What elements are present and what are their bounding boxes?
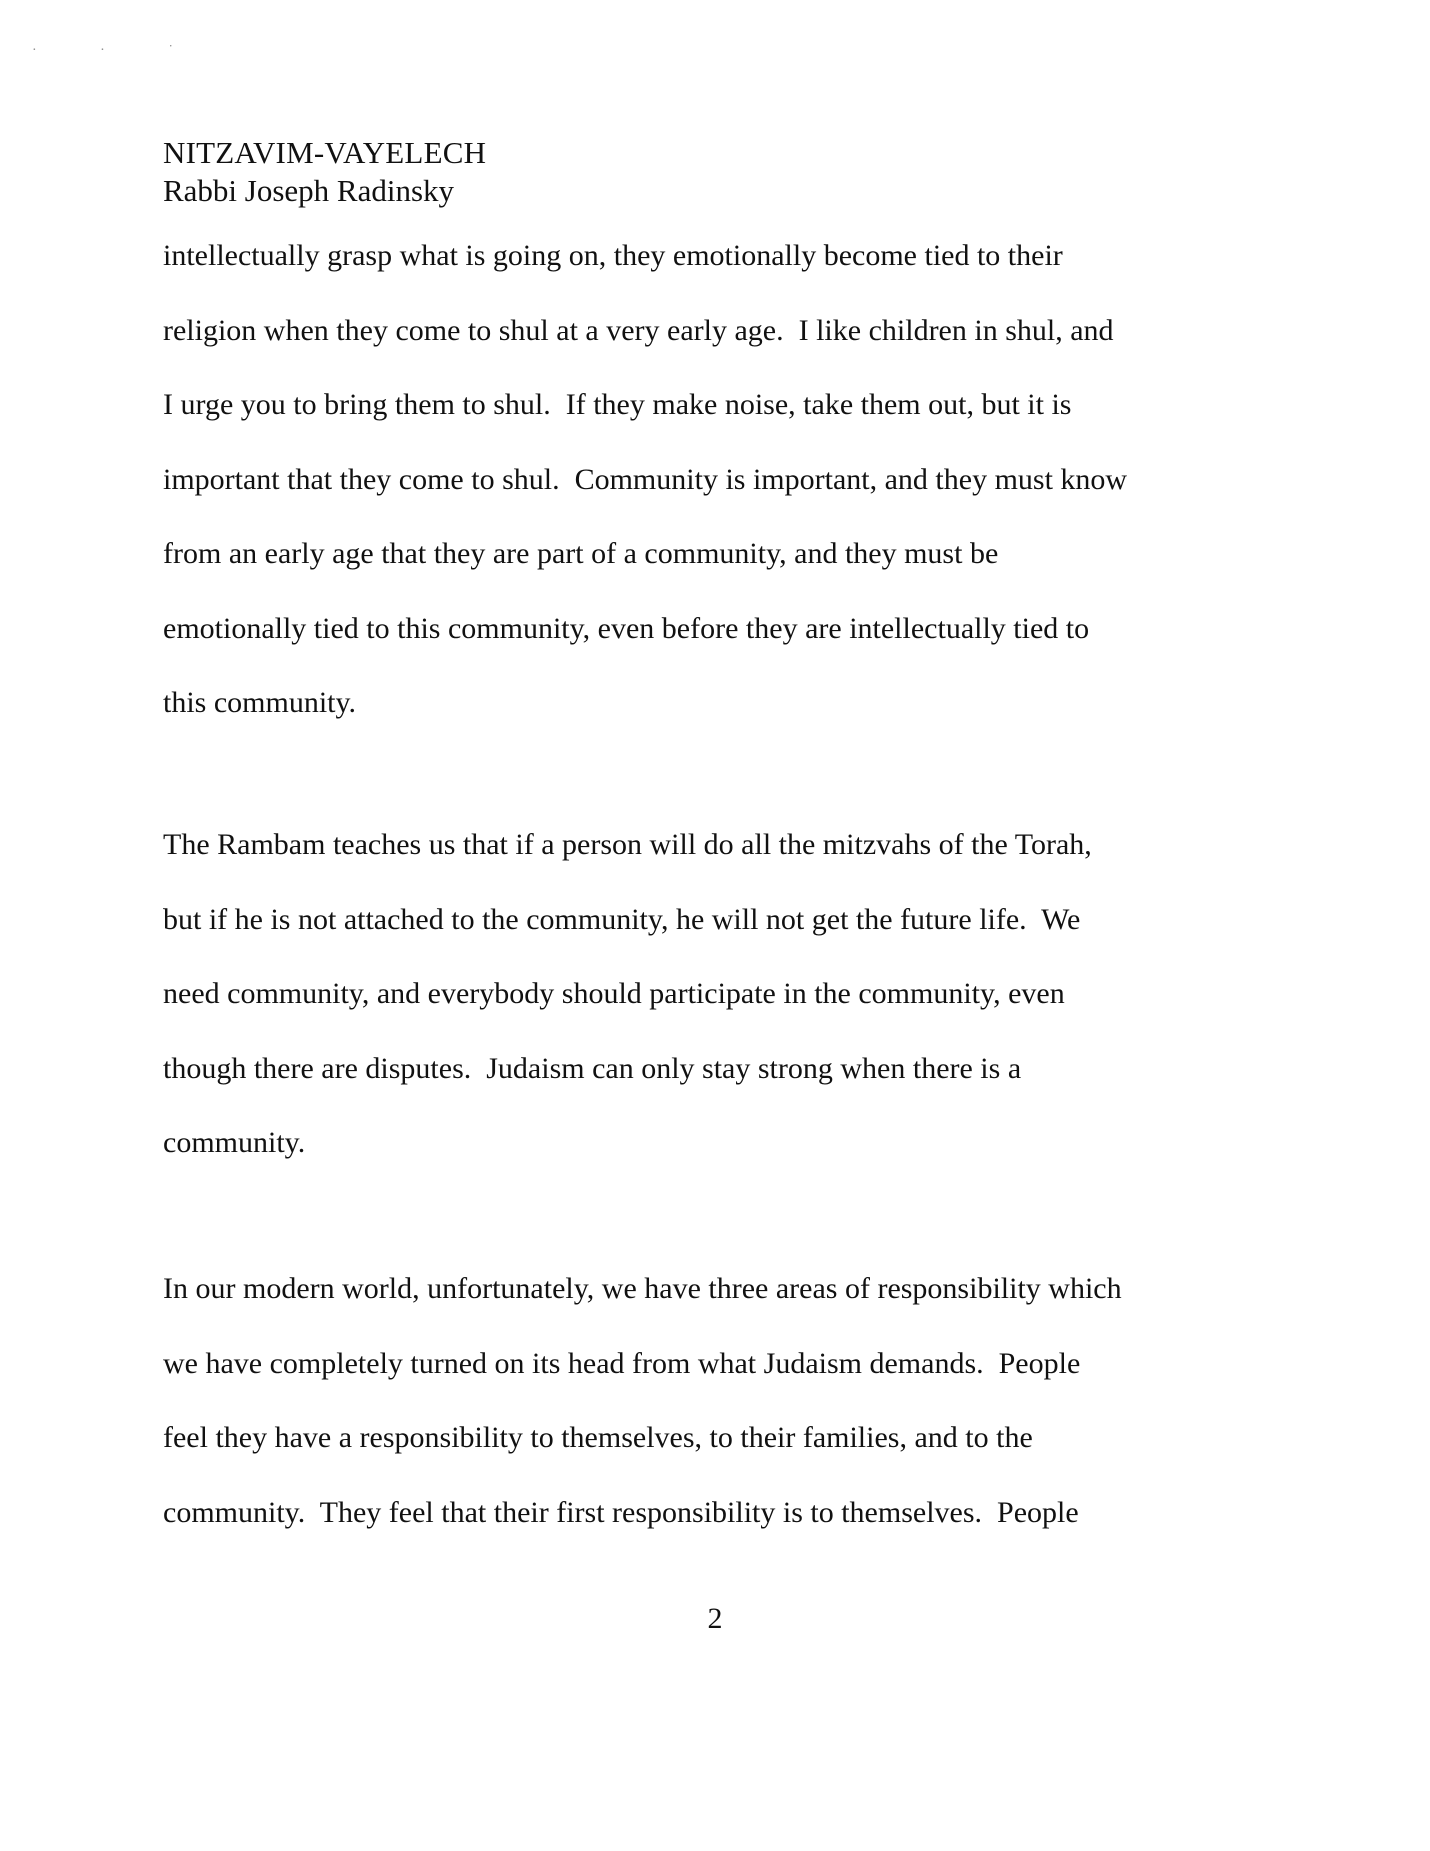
- scan-specks: · · ˙: [32, 43, 203, 58]
- text-line: intellectually grasp what is going on, they emotionally become tied to their: [163, 239, 1063, 272]
- text-line: community.: [163, 1126, 306, 1159]
- text-line: community. They feel that their first responsibility is to themselves. People: [163, 1495, 1079, 1529]
- document-header: [163, 134, 486, 210]
- text-line: feel they have a responsibility to themselves, to their families, and to the: [163, 1421, 1033, 1454]
- text-line: The Rambam teaches us that if a person will do all the mitzvahs of the Torah,: [163, 828, 1092, 861]
- text-line: we have completely turned on its head from what Judaism demands. People: [163, 1346, 1081, 1380]
- text-line: religion when they come to shul at a very early age. I like children in shul, and: [163, 313, 1114, 347]
- paragraph-1: [163, 219, 1303, 741]
- text-line: In our modern world, unfortunately, we have three areas of responsibility which: [163, 1272, 1122, 1305]
- text-line: though there are disputes. Judaism can only stay strong when there is a: [163, 1051, 1022, 1085]
- document-title: NITZAVIM-VAYELECH: [163, 135, 487, 170]
- page-number: 2: [707, 1602, 723, 1635]
- text-line: from an early age that they are part of a community, and they must be: [163, 537, 999, 570]
- text-line: important that they come to shul. Community is important, and they must know: [163, 462, 1128, 496]
- text-line: need community, and everybody should participate in the community, even: [163, 977, 1065, 1010]
- paragraph-2: [163, 808, 1303, 1181]
- text-line: I urge you to bring them to shul. If they make noise, take them out, but it is: [163, 388, 1072, 421]
- text-line: but if he is not attached to the community, he will not get the future life. We: [163, 902, 1081, 936]
- text-line: this community.: [163, 686, 357, 719]
- text-line: emotionally tied to this community, even before they are intellectually tied to: [163, 611, 1090, 645]
- document-author: Rabbi Joseph Radinsky: [163, 173, 455, 208]
- paragraph-3: [163, 1252, 1303, 1550]
